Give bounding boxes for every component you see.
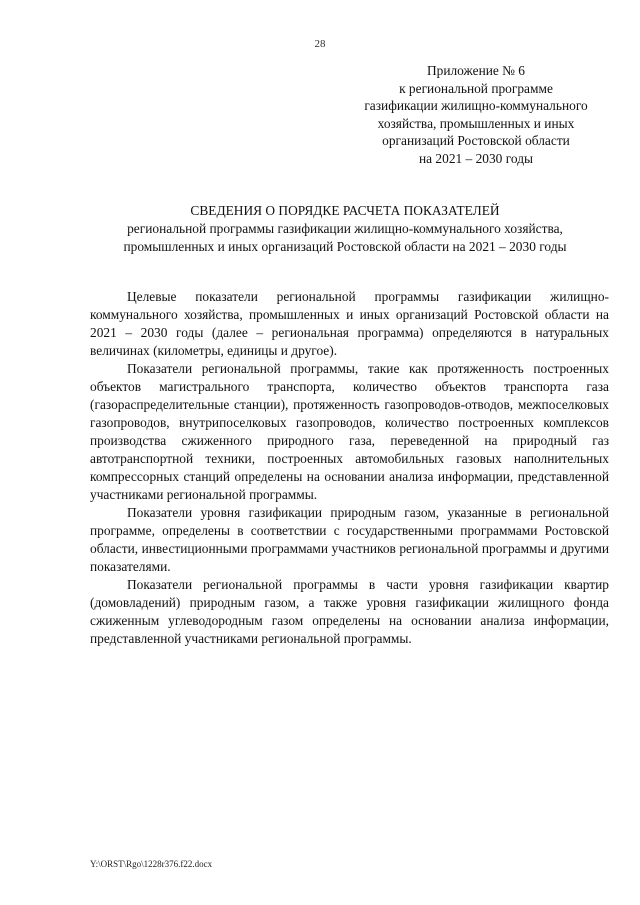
- appendix-line: организаций Ростовской области: [382, 133, 570, 148]
- document-body: [90, 288, 609, 648]
- body-paragraph: Показатели региональной программы в части уровня газификации квартир (домовладений) природным газом, а также уровня газификации жилищного фонда сжиженным углеводородным газом определены на основании анализа информации, представленной участниками региональной программы.: [90, 577, 609, 646]
- body-paragraph: Показатели уровня газификации природным газом, указанные в региональной программе, определены в соответствии с государственными программами Ростовской области, инвестиционными программами участников региональной программы и другими показателями.: [90, 505, 609, 574]
- appendix-line: газификации жилищно-коммунального: [364, 98, 588, 113]
- body-paragraph: Показатели региональной программы, такие как протяженность построенных объектов магистрального транспорта, количество объектов транспорта газа (газораспределительные станции), протяженность газопроводов-отводов, межпоселковых газопроводов, внутрипоселковых газопроводов, количество построенных комплексов производства сжиженного природного газа, переведенной на природный газ автотранспортной техники, построенных автомобильных газовых наполнительных компрессорных станций определены на основании анализа информации, представленной участниками региональной программы.: [90, 361, 609, 502]
- document-title: СВЕДЕНИЯ О ПОРЯДКЕ РАСЧЕТА ПОКАЗАТЕЛЕЙ: [190, 203, 500, 218]
- document-subtitle-line: региональной программы газификации жилищно-коммунального хозяйства,: [127, 221, 563, 236]
- document-heading: [40, 202, 640, 256]
- appendix-line: на 2021 – 2030 годы: [418, 150, 534, 166]
- footer-file-path: Y:\ORST\Rgo\1228r376.f22.docx: [90, 859, 213, 869]
- body-paragraph: Целевые показатели региональной программы газификации жилищно-коммунального хозяйства, промышленных и иных организаций Ростовской области на 2021 – 2030 годы (далее – региональная программа) определяются в натуральных величинах (километры, единицы и другое).: [90, 289, 609, 358]
- appendix-header: [345, 62, 607, 167]
- page-number: 28: [314, 38, 326, 50]
- appendix-line: к региональной программе: [399, 80, 553, 96]
- appendix-line: Приложение № 6: [426, 63, 526, 78]
- document-subtitle-line: промышленных и иных организаций Ростовской области на 2021 – 2030 годы: [123, 239, 567, 254]
- appendix-line: хозяйства, промышленных и иных: [377, 115, 575, 131]
